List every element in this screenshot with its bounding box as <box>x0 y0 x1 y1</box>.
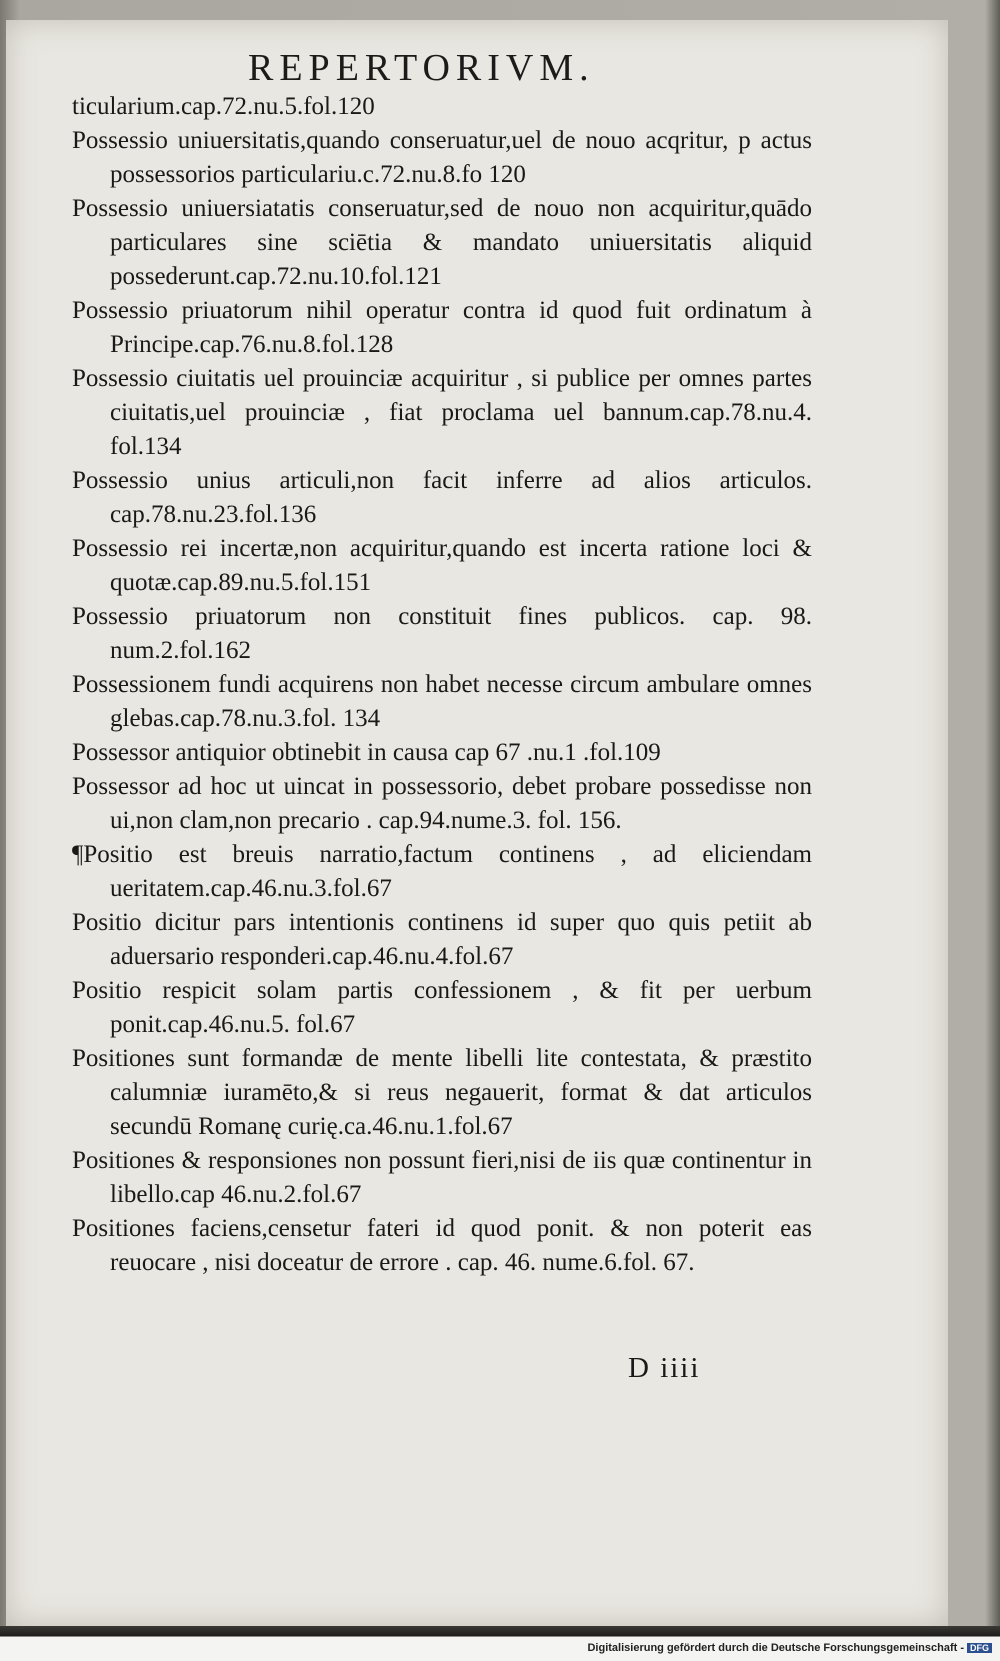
index-entry: Possessor ad hoc ut uincat in possessorio, debet probare possedisse non ui,non clam,non precario . cap.94.nume.3. fol. 156. <box>72 773 812 834</box>
running-head: REPERTORIVM. <box>248 47 595 89</box>
index-entry: Positio dicitur pars intentionis continens id super quo quis petiit ab aduersario responderi.cap.46.nu.4.fol.67 <box>72 909 812 970</box>
index-entry: Possessio uniuersiatatis conseruatur,sed de nouo non acquiritur,quādo particulares sine sciētia & mandato uniuersitatis aliquid possederunt.cap.72.nu.10.fol.121 <box>72 195 812 290</box>
index-entry: Possessor antiquior obtinebit in causa cap 67 .nu.1 .fol.109 <box>72 739 661 766</box>
index-entry: Possessio rei incertæ,non acquiritur,quando est incerta ratione loci & quotæ.cap.89.nu.5.fol.151 <box>72 535 812 596</box>
index-entry: Positio respicit solam partis confessionem , & fit per uerbum ponit.cap.46.nu.5. fol.67 <box>72 977 812 1038</box>
index-entry: ¶Positio est breuis narratio,factum continens , ad eliciendam ueritatem.cap.46.nu.3.fol.67 <box>72 841 812 902</box>
index-entry: ticularium.cap.72.nu.5.fol.120 <box>72 93 375 120</box>
index-entries <box>72 90 812 1280</box>
index-entry: Possessionem fundi acquirens non habet necesse circum ambulare omnes glebas.cap.78.nu.3.fol. 134 <box>72 671 812 732</box>
index-entry: Possessio ciuitatis uel prouinciæ acquiritur , si publice per omnes partes ciuitatis,uel prouinciæ , fiat proclama uel bannum.cap.78.nu.4. fol.134 <box>72 365 812 460</box>
signature-mark: D iiii <box>628 1352 701 1384</box>
index-entry: Possessio unius articuli,non facit inferre ad alios articulos. cap.78.nu.23.fol.136 <box>72 467 812 528</box>
index-entry: Positiones sunt formandæ de mente libelli lite contestata, & præstito calumniæ iuramēto,& si reus negauerit, format & dat articulos secundū Romanę curię.ca.46.nu.1.fol.67 <box>72 1045 812 1140</box>
credit-text: Digitalisierung gefördert durch die Deutsche Forschungsgemeinschaft - <box>587 1642 964 1654</box>
index-entry: Possessio priuatorum nihil operatur contra id quod fuit ordinatum à Principe.cap.76.nu.8.fol.128 <box>72 297 812 358</box>
dfg-logo-icon: DFG <box>967 1643 992 1653</box>
index-entry: Possessio priuatorum non constituit fines publicos. cap. 98. num.2.fol.162 <box>72 603 812 664</box>
digitization-credit <box>587 1642 992 1654</box>
index-entry: Positiones faciens,censetur fateri id quod ponit. & non poterit eas reuocare , nisi doceatur de errore . cap. 46. nume.6.fol. 67. <box>72 1215 812 1276</box>
index-entry: Possessio uniuersitatis,quando conseruatur,uel de nouo acqritur, p actus possessorios particulariu.c.72.nu.8.fo 120 <box>72 127 812 188</box>
index-entry: Positiones & responsiones non possunt fieri,nisi de iis quæ continentur in libello.cap 46.nu.2.fol.67 <box>72 1147 812 1208</box>
